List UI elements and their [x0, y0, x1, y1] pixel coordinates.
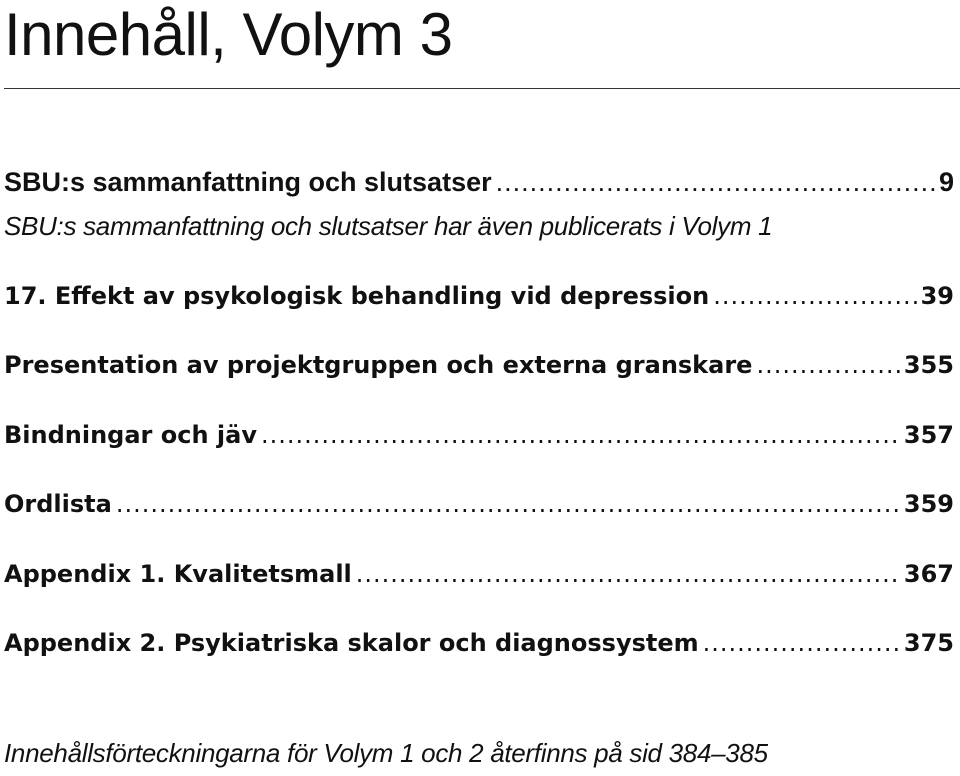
toc-entry-title: Presentation av projektgruppen och externa granskare — [4, 351, 753, 379]
toc-entry-page: 355 — [903, 351, 954, 379]
toc-dot-leader — [496, 166, 935, 198]
toc-entry-page: 39 — [920, 282, 954, 310]
toc-entry-page: 9 — [938, 167, 954, 197]
toc-dot-leader — [713, 280, 916, 312]
toc-entry-sbu-summary[interactable] — [4, 166, 954, 198]
toc-entry-appendix-2[interactable] — [4, 627, 954, 659]
toc-dot-leader — [261, 419, 900, 451]
toc-entry-chapter-17[interactable] — [4, 280, 954, 312]
toc-entry-title: SBU:s sammanfattning och slutsatser — [4, 167, 492, 197]
toc-entry-glossary[interactable] — [4, 488, 954, 520]
toc-entry-appendix-1[interactable] — [4, 558, 954, 590]
toc-entry-title: Appendix 2. Psykiatriska skalor och diagnossystem — [4, 629, 699, 657]
toc-entry-page: 357 — [903, 421, 954, 449]
footer-note: Innehållsförteckningarna för Volym 1 och 2 återfinns på sid 384–385 — [4, 738, 768, 768]
page-title: Innehåll, Volym 3 — [4, 1, 453, 68]
toc-entry-title: 17. Effekt av psykologisk behandling vid depression — [4, 282, 710, 310]
toc-dot-leader — [703, 627, 900, 659]
toc-dot-leader — [756, 349, 899, 381]
toc-entry-title: Ordlista — [4, 490, 112, 518]
toc-entry-page: 375 — [903, 629, 954, 657]
toc-entry-project-group[interactable] — [4, 349, 954, 381]
toc-entry-title: Appendix 1. Kvalitetsmall — [4, 560, 352, 588]
toc-dot-leader — [356, 558, 900, 590]
sbu-publication-note: SBU:s sammanfattning och slutsatser har även publicerats i Volym 1 — [4, 211, 773, 241]
toc-dot-leader — [116, 488, 900, 520]
toc-entry-title: Bindningar och jäv — [4, 421, 257, 449]
toc-entry-conflicts[interactable] — [4, 419, 954, 451]
toc-entry-page: 359 — [903, 490, 954, 518]
toc-entry-page: 367 — [903, 560, 954, 588]
title-divider — [4, 88, 960, 89]
